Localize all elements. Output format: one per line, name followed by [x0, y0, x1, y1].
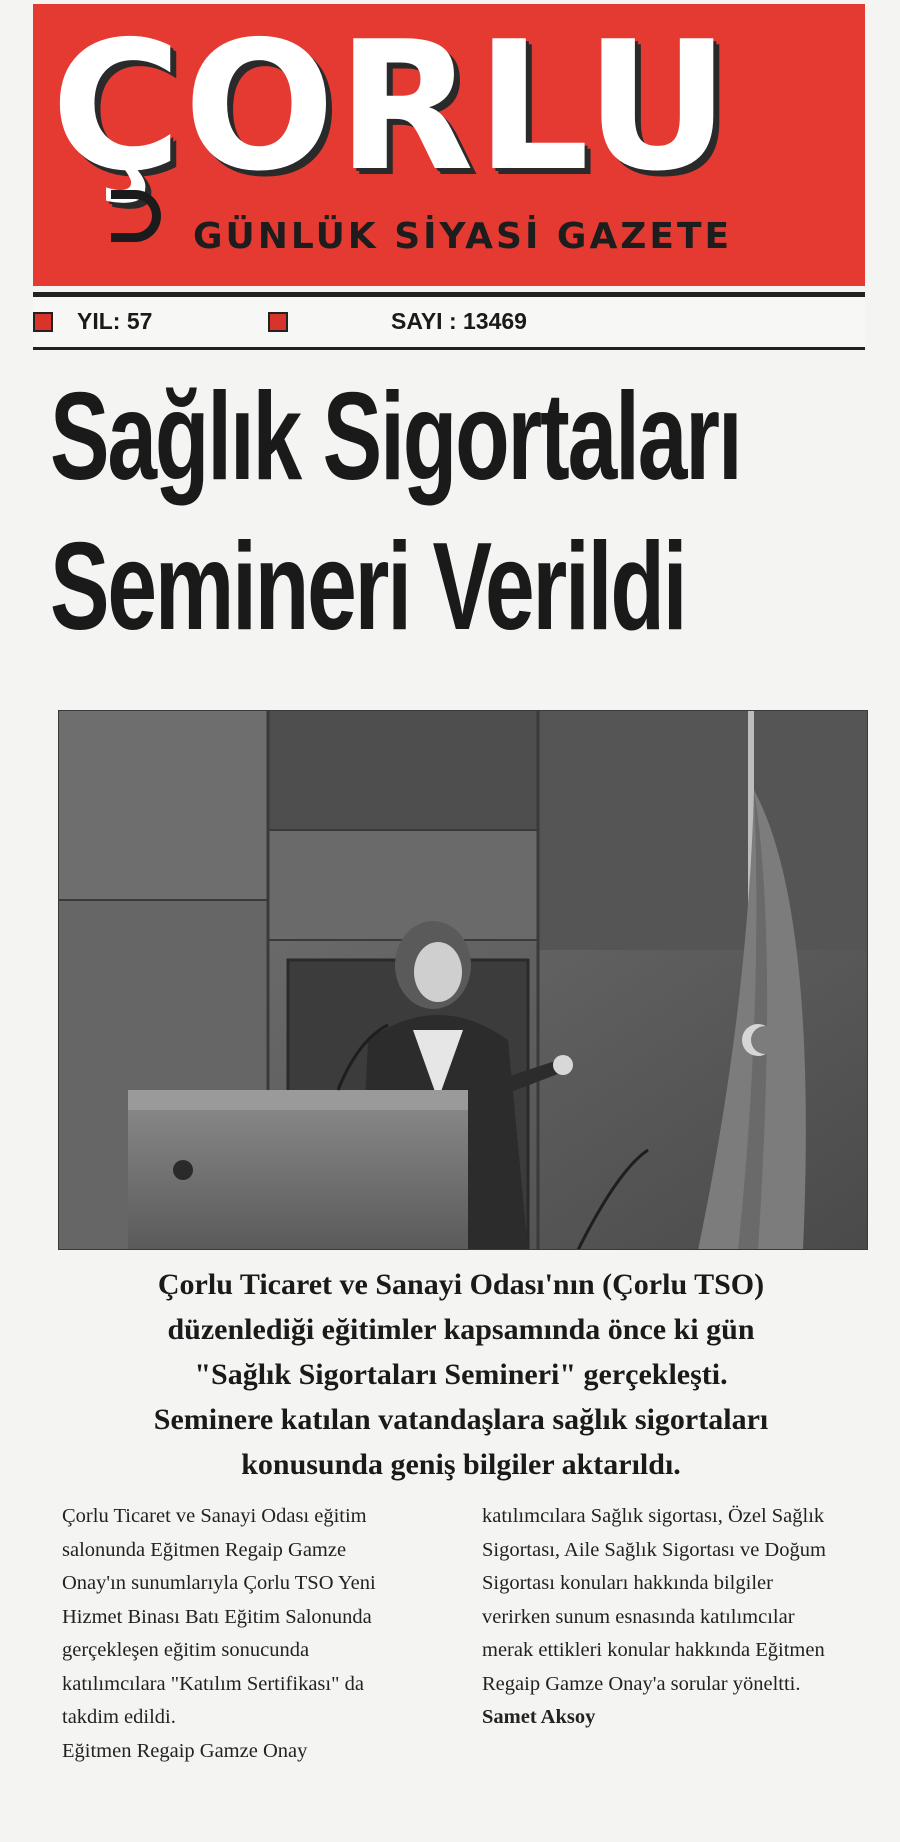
issue-bar	[33, 292, 865, 350]
body-line: Onay'ın sunumlarıyla Çorlu TSO Yeni	[62, 1572, 376, 1594]
lead-line: düzenlediği eğitimler kapsamında önce ki gün	[167, 1313, 755, 1346]
masthead-subtitle: GÜNLÜK SİYASİ GAZETE	[193, 216, 733, 257]
seminar-photo	[58, 710, 868, 1250]
article-byline: Samet Aksoy	[482, 1706, 596, 1728]
article-body-right-column	[482, 1500, 862, 1735]
lead-line: "Sağlık Sigortaları Semineri" gerçekleşti.	[194, 1358, 728, 1391]
body-line: salonunda Eğitmen Regaip Gamze	[62, 1538, 347, 1561]
body-line: katılımcılara "Katılım Sertifikası" da	[62, 1672, 364, 1695]
body-line: Sigortası konuları hakkında bilgiler	[482, 1572, 773, 1594]
article-body-left-column	[62, 1500, 442, 1768]
lead-line: Seminere katılan vatandaşlara sağlık sigortaları	[153, 1403, 769, 1436]
body-line: Çorlu Ticaret ve Sanayi Odası eğitim	[62, 1505, 367, 1527]
seminar-photo-illustration	[58, 710, 868, 1250]
lead-line: konusunda geniş bilgiler aktarıldı.	[241, 1448, 681, 1481]
masthead-title: ÇORLU	[51, 4, 732, 210]
headline-line: Semineri Verildi	[50, 518, 686, 656]
red-square-icon	[268, 312, 288, 332]
article-headline	[50, 362, 741, 662]
cedilla-hook-decoration	[111, 190, 161, 242]
body-line: verirken sunum esnasında katılımcılar	[482, 1605, 795, 1628]
issue-year: YIL: 57	[77, 308, 153, 334]
masthead	[33, 4, 865, 286]
headline-line: Sağlık Sigortaları	[50, 368, 741, 506]
body-line: Hizmet Binası Batı Eğitim Salonunda	[62, 1605, 372, 1628]
body-line: Regaip Gamze Onay'a sorular yöneltti.	[482, 1672, 801, 1695]
body-line: Sigortası, Aile Sağlık Sigortası ve Doğum	[482, 1538, 826, 1561]
body-line: merak ettikleri konular hakkında Eğitmen	[482, 1639, 825, 1661]
red-square-icon	[33, 312, 53, 332]
lead-line: Çorlu Ticaret ve Sanayi Odası'nın (Çorlu TSO)	[157, 1268, 765, 1301]
body-line: katılımcılara Sağlık sigortası, Özel Sağlık	[482, 1505, 825, 1527]
body-line: takdim edildi.	[62, 1706, 176, 1728]
body-line: Eğitmen Regaip Gamze Onay	[62, 1739, 308, 1762]
article-lead	[48, 1262, 874, 1487]
issue-number: SAYI : 13469	[391, 308, 527, 334]
body-line: gerçekleşen eğitim sonucunda	[62, 1639, 310, 1661]
